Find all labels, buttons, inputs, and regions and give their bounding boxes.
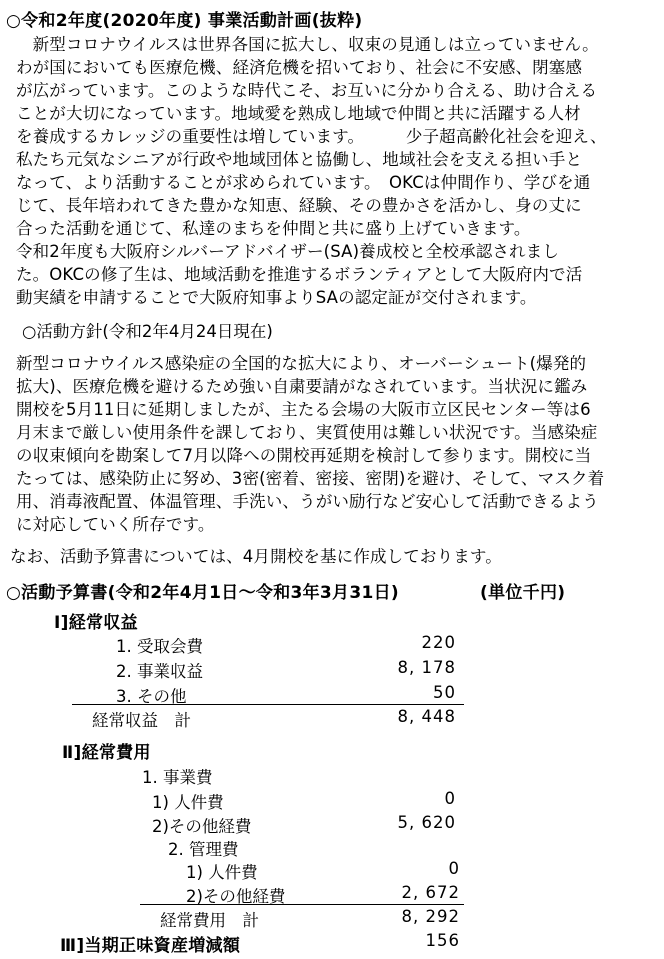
text-line: わが国においても医療危機、経済危機を招いており、社会に不安感、閉塞感 [16,58,583,77]
income-item-label: 3. その他 [116,687,187,706]
text-line: じて、長年培われてきた豊かな知恵、経験、その豊かさを活かし、身の丈に [16,196,582,215]
income-total-label: 経常収益 計 [92,711,191,730]
text-line: の収束傾向を勘案して7月以降への開校再延期を検討して参ります。開校に当 [16,446,592,465]
expense-item-value: 0 [448,859,460,878]
income-item-label: 2. 事業収益 [116,662,203,681]
section2-note: なお、活動予算書については、4月開校を基に作成しております。 [10,547,502,566]
text-line: 令和2年度も大阪府シルバーアドバイザー(SA)養成校と全校承認されまし [16,242,559,261]
net-heading: Ⅲ]当期正味資産増減額 [60,936,241,956]
expense-item-value: 2, 672 [401,883,460,902]
business-cost-label: 1. 事業費 [142,768,213,787]
text-line: が広がっています。このような時代こそ、お互いに分かり合える、助け合える [16,81,598,100]
text-line: 新型コロナウイルス感染症の全国的な拡大により、オーバーシュート(爆発的 [16,354,587,373]
text-line: 私たち元気なシニアが行政や地域団体と協働し、地域社会を支える担い手と [16,150,583,169]
expense-item-value: 5, 620 [397,813,456,832]
income-item-value: 50 [433,683,456,702]
expense-item-label: 1) 人件費 [152,793,224,812]
text-line: たっては、感染防止に努め、3密(密着、密接、密閉)を避け、そして、マスク着 [16,469,605,488]
income-item-value: 8, 178 [397,658,456,677]
text-line: 動実績を申請することで大阪府知事よりSAの認定証が交付されます。 [16,288,537,307]
expense-total-label: 経常費用 計 [160,911,259,930]
text-line: 月末まで厳しい使用条件を課しており、実質使用は難しい状況です。当感染症 [16,423,598,442]
section2-title: ○活動方針(令和2年4月24日現在) [22,322,273,341]
expense-heading: Ⅱ]経常費用 [62,743,151,763]
income-item-label: 1. 受取会費 [116,637,203,656]
admin-cost-label: 2. 管理費 [168,840,239,859]
text-line: なって、より活動することが求められています。 OKCは仲間作り、学びを通 [16,173,591,192]
budget-unit: (単位千円) [480,583,566,603]
expense-item-label: 1) 人件費 [186,863,258,882]
expense-item-label: 2)その他経費 [152,817,252,836]
section1-title: ○令和2年度(2020年度) 事業活動計画(抜粋) [6,11,363,31]
text-line: 用、消毒液配置、体温管理、手洗い、うがい励行など安心して活動できるよう [16,492,599,511]
text-line: ことが大切になっています。地域愛を熟成し地域で仲間と共に活躍する人材 [16,104,581,123]
expense-total-rule [140,904,464,905]
income-total-value: 8, 448 [397,707,456,726]
text-line: た。OKCの修了生は、地域活動を推進するボランティアとして大阪府内で活 [16,265,583,284]
expense-item-label: 2)その他経費 [186,887,286,906]
text-line: 新型コロナウイルスは世界各国に拡大し、収束の見通しは立っていません。 [16,35,599,54]
text-line: に対応していく所存です。 [16,515,215,534]
text-line: 開校を5月11日に延期しましたが、主たる会場の大阪市立区民センター等は6 [16,400,591,419]
text-line: を養成するカレッジの重要性は増しています。 少子超高齢化社会を迎え、 [16,127,607,146]
income-heading: Ⅰ]経常収益 [54,613,138,633]
text-line: 合った活動を通じて、私達のまちを仲間と共に盛り上げていきます。 [16,219,531,238]
income-total-rule [72,704,464,705]
budget-title: ○活動予算書(令和2年4月1日～令和3年3月31日) [6,583,399,603]
net-value: 156 [425,931,460,950]
income-item-value: 220 [421,633,456,652]
expense-total-value: 8, 292 [401,907,460,926]
text-line: 拡大)、医療危機を避けるため強い自粛要請がなされています。当状況に鑑み [16,377,588,396]
expense-item-value: 0 [444,789,456,808]
